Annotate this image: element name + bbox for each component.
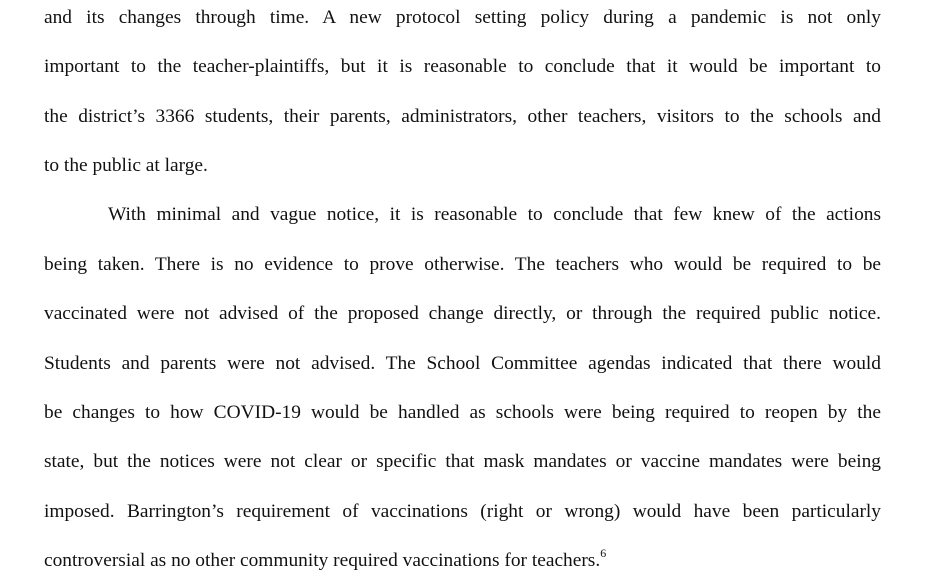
paragraph-2-line-2: being taken. There is no evidence to prove otherwise. The teachers who would be required to be [44, 254, 881, 275]
paragraph-1-line-3: the district’s 3366 students, their parents, administrators, other teachers, visitors to the schools and [44, 106, 881, 127]
paragraph-2-line-8 [44, 547, 881, 575]
paragraph-2-line-8-text: controversial as no other community required vaccinations for teachers. [44, 550, 601, 571]
paragraph-1-line-4: to the public at large. [44, 155, 208, 176]
footnote-marker[interactable]: 6 [600, 545, 607, 560]
paragraph-1-line-2: important to the teacher-plaintiffs, but it is reasonable to conclude that it would be important to [44, 56, 881, 77]
paragraph-1-line-1: and its changes through time. A new protocol setting policy during a pandemic is not only [44, 7, 881, 28]
paragraph-2-line-3: vaccinated were not advised of the proposed change directly, or through the required public notice. [44, 303, 881, 324]
paragraph-2-line-6: state, but the notices were not clear or specific that mask mandates or vaccine mandates were being [44, 451, 881, 472]
paragraph-2-line-4: Students and parents were not advised. The School Committee agendas indicated that there would [44, 353, 881, 374]
paragraph-2-line-1: With minimal and vague notice, it is reasonable to conclude that few knew of the actions [108, 204, 881, 225]
paragraph-2-line-5: be changes to how COVID-19 would be handled as schools were being required to reopen by the [44, 402, 881, 423]
paragraph-2-line-7: imposed. Barrington’s requirement of vaccinations (right or wrong) would have been particularly [44, 501, 881, 522]
